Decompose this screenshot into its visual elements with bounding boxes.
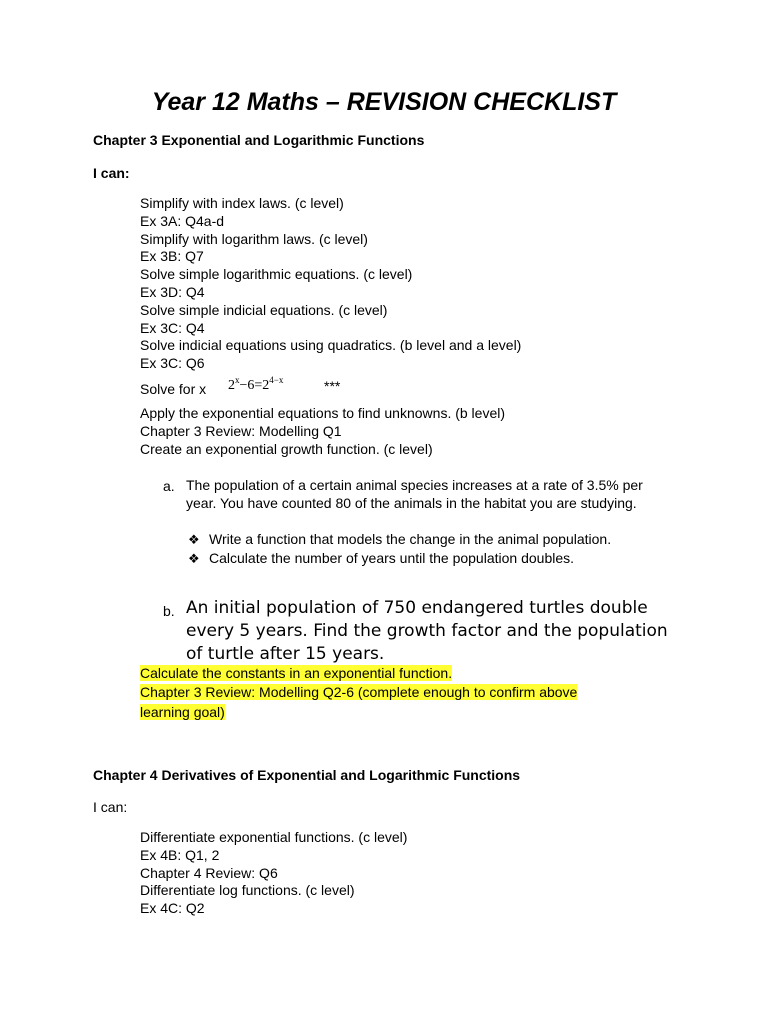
- list-item: Chapter 4 Review: Q6: [140, 864, 278, 881]
- list-item: Differentiate exponential functions. (c level): [140, 829, 408, 845]
- list-item: Differentiate log functions. (c level): [140, 882, 355, 899]
- highlighted-text: Chapter 3 Review: Modelling Q2-6 (complete enough to confirm above: [140, 684, 578, 700]
- question-b-marker: b.: [163, 603, 175, 619]
- equation-exponent-right: 4−x: [269, 375, 284, 385]
- list-item: Ex 3A: Q4a-d: [140, 212, 225, 229]
- chapter-4-heading: Chapter 4 Derivatives of Exponential and Logarithmic Functions: [93, 767, 521, 783]
- list-item: Solve indicial equations using quadratics. (b level and a level): [140, 337, 522, 354]
- list-item: Simplify with index laws. (c level): [140, 195, 344, 211]
- difficulty-stars: ***: [324, 378, 341, 394]
- list-item: Simplify with logarithm laws. (c level): [140, 230, 368, 247]
- chapter-3-i-can: I can:: [93, 165, 130, 181]
- highlighted-review: [140, 684, 577, 702]
- equation-base-left: 2: [228, 378, 235, 393]
- list-item: Ex 3D: Q4: [140, 283, 205, 300]
- diamond-bullet-icon: ❖: [188, 551, 200, 566]
- list-item: Ex 3B: Q7: [140, 248, 204, 265]
- equation-exponent-left: x: [235, 375, 240, 385]
- list-item: Solve simple indicial equations. (c level): [140, 301, 388, 318]
- list-item: Ex 3C: Q6: [140, 355, 205, 372]
- bullet-text: Calculate the number of years until the population doubles.: [209, 550, 575, 566]
- list-item: Apply the exponential equations to find unknowns. (b level): [140, 405, 506, 421]
- indicial-equation: [228, 375, 283, 394]
- chapter-3-heading: Chapter 3 Exponential and Logarithmic Functions: [93, 132, 425, 148]
- question-a-text: The population of a certain animal species increases at a rate of 3.5% per year. You have counted 80 of the animals in the habitat you are studying.: [186, 477, 643, 511]
- list-item: Chapter 3 Review: Modelling Q1: [140, 422, 342, 439]
- page-title: Year 12 Maths – REVISION CHECKLIST: [151, 88, 617, 116]
- question-a-bullet-2: [188, 549, 574, 568]
- bullet-text: Write a function that models the change in the animal population.: [209, 531, 612, 547]
- highlighted-text: Calculate the constants in an exponential function.: [140, 665, 453, 681]
- list-item: Solve simple logarithmic equations. (c level): [140, 266, 413, 283]
- list-item: Ex 3C: Q4: [140, 319, 205, 336]
- solve-for-label: Solve for x: [140, 381, 207, 397]
- highlighted-text: learning goal): [140, 704, 225, 720]
- equation-middle: −6=2: [239, 378, 270, 393]
- chapter-3-objectives-list: [140, 195, 521, 373]
- list-item: Ex 4C: Q2: [140, 900, 205, 917]
- highlighted-objective: [114, 665, 478, 683]
- list-item: Create an exponential growth function. (c level): [140, 440, 433, 457]
- chapter-3-objectives-list-2: [140, 405, 505, 458]
- highlighted-review-continued: [140, 704, 225, 722]
- question-a-bullet-1: [188, 530, 611, 549]
- chapter-4-objectives-list: [140, 829, 407, 918]
- list-item: Ex 4B: Q1, 2: [140, 846, 220, 863]
- question-a-marker: a.: [163, 478, 175, 494]
- diamond-bullet-icon: ❖: [188, 532, 200, 547]
- question-b-text: An initial population of 750 endangered turtles double every 5 years. Find the growth factor and the population of turtle after 15 years.: [186, 598, 668, 664]
- chapter-4-i-can: I can:: [93, 799, 128, 815]
